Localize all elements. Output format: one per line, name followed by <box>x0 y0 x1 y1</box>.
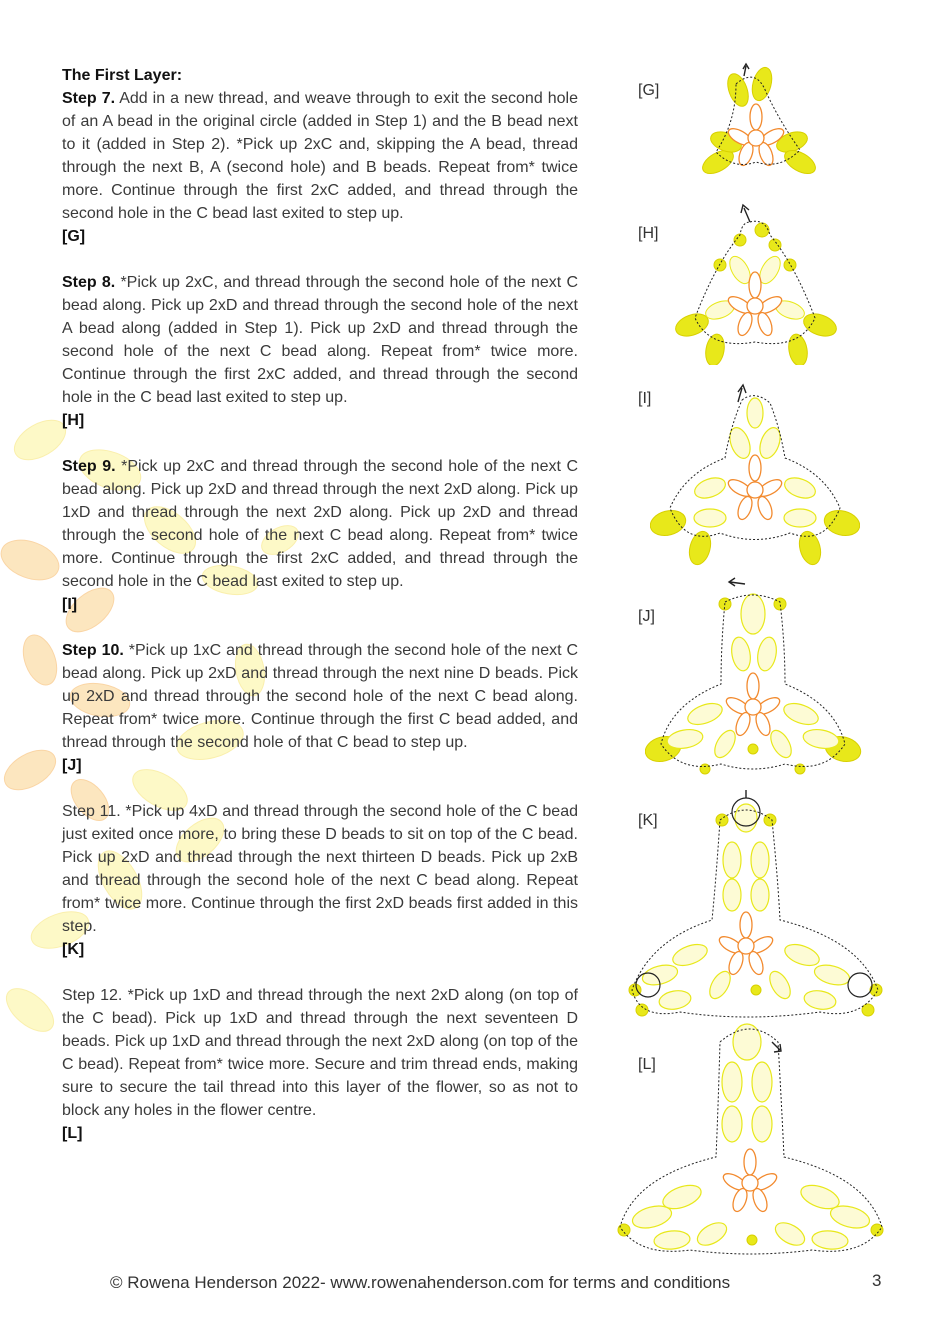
step-10-paragraph <box>62 639 578 754</box>
section-heading: The First Layer: <box>62 67 183 84</box>
step-7-paragraph <box>62 87 578 225</box>
step-text: Add in a new thread, and weave through to exit the second hole of an A bead in the original circle (added in Step 1) and the B bead next to it (added in Step 2). *Pick up 2xC and, skipping the A bead, thread through the next B, A (second hole) and B beads. Repeat from* twice more. Continue through the first 2xC added, and thread through the second hole in the C bead last exited to step up. <box>62 90 578 222</box>
diagram-i <box>650 385 860 566</box>
figure-label-i: [I] <box>638 390 652 407</box>
figure-reference: [L] <box>62 1125 83 1142</box>
figure-label-g: [G] <box>638 82 660 99</box>
step-text: *Pick up 2xC, and thread through the second hole of the next C bead along. Pick up 2xD and thread through the second hole of the next A bead along (added in Step 1). Pick up 2xD and thread through the second hole of the next C bead along. Repeat from* twice more. Continue through the first 2xC added, and thread through the second hole in the C bead last exited to step up. <box>62 274 578 406</box>
step-label: Step 8. <box>62 274 116 291</box>
instructions-column <box>62 64 578 1145</box>
diagram-h <box>673 205 840 365</box>
copyright-footer: © Rowena Henderson 2022- www.rowenahenderson.com for terms and conditions <box>110 1273 731 1292</box>
figure-reference: [J] <box>62 757 82 774</box>
step-9-paragraph <box>62 455 578 593</box>
figure-label-k: [K] <box>638 812 658 829</box>
step-label: Step 7. <box>62 90 116 107</box>
step-text: *Pick up 2xC and thread through the second hole of the next C bead along. Pick up 2xD and thread through the next 2xD along. Pick up 1xD and thread through the next 2xD along. Pick up 2xD and thread through the second hole of the next C bead along. Repeat from* twice more. Continue through the first 2xC added, and thread through the second hole in the C bead last exited to step up. <box>62 458 578 590</box>
figure-reference: [G] <box>62 228 86 245</box>
step-12-paragraph <box>62 984 578 1122</box>
bg-flower-center <box>6 706 34 734</box>
step-text: Step 11. *Pick up 4xD and thread through the second hole of the C bead just exited once more, to bring these D beads to sit on top of the C bead. Pick up 2xD and thread through the next thirteen D beads. Pick up 2xB and thread through the second hole of the next C bead along. Repeat from* twice more. Continue through the first 2xD beads first added in this step. <box>62 803 578 935</box>
figure-label-h: [H] <box>638 225 659 242</box>
figure-label-l: [L] <box>638 1056 656 1073</box>
diagram-g <box>700 62 820 184</box>
step-8-paragraph <box>62 271 578 409</box>
diagram-l <box>618 1024 883 1254</box>
figure-reference: [I] <box>62 596 78 613</box>
step-label: Step 10. <box>62 642 124 659</box>
figure-label-j: [J] <box>638 608 655 625</box>
step-11-paragraph <box>62 800 578 938</box>
diagram-k <box>629 790 882 1017</box>
figure-reference: [H] <box>62 412 85 429</box>
figure-reference: [K] <box>62 941 85 958</box>
step-text: *Pick up 1xC and thread through the second hole of the next C bead along. Pick up 2xD and thread through the next nine D beads. Pick up 2xD and thread through the second hole of the next C bead along. Repeat from* twice more. Continue through the first C bead added, and thread through the second hole of that C bead to step up. <box>62 642 578 751</box>
diagram-j <box>645 578 863 774</box>
step-label: Step 9. <box>62 458 116 475</box>
step-text: Step 12. *Pick up 1xD and thread through the next 2xD along (on top of the C bead). Pick up 1xD and thread through the next seventeen D beads. Pick up 1xD and thread through the next 2xD along (on top of the C bead). Repeat from* twice more. Secure and trim thread ends, making sure to secure the tail thread into this layer of the flower, so as not to block any holes in the flower centre. <box>62 987 578 1119</box>
page-number: 3 <box>872 1271 882 1290</box>
